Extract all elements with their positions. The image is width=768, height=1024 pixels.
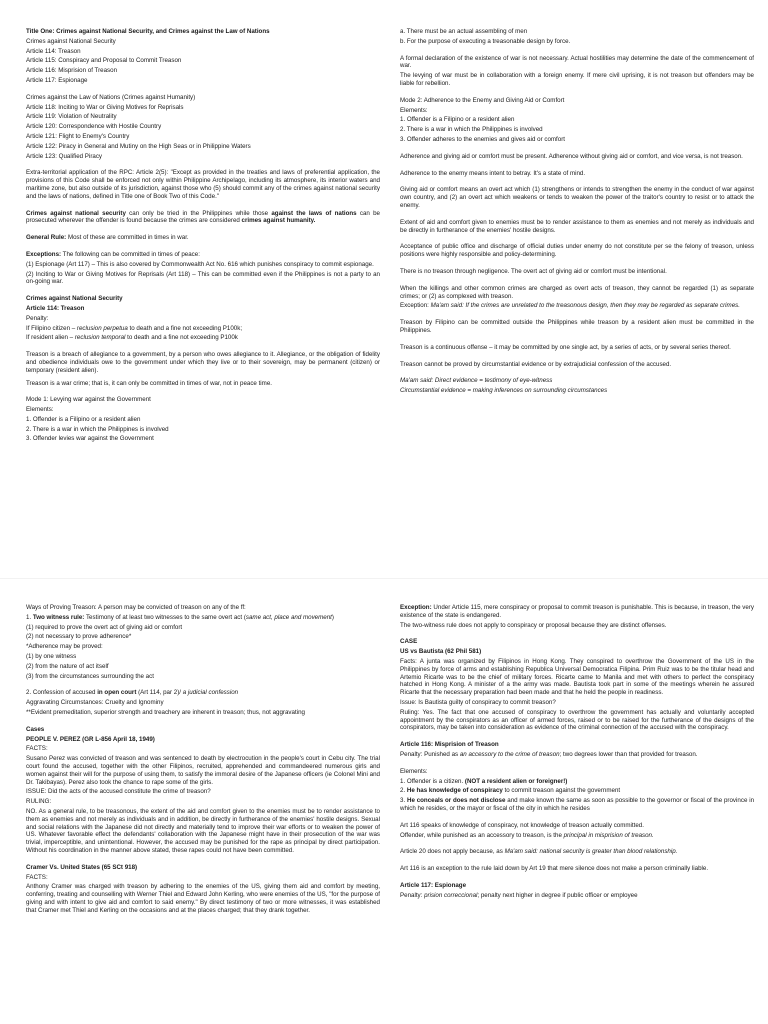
page-divider [0,578,768,579]
article-heading: Article 114: Treason [26,304,85,312]
case-title: Cramer Vs. United States (65 SCt 918) [26,863,138,871]
ln-item: Article 123: Qualified Piracy [26,152,103,160]
ns-item: Article 115: Conspiracy and Proposal to Commit Treason [26,57,182,65]
exception-item: (1) Espionage (Art 117) – This is also covered by Commonwealth Act No. 616 which punishes conspiracy to commit espionage. [26,260,374,268]
list-item: a. There must be an actual assembling of men [400,28,528,35]
penalty-item: If Filipino citizen – reclusion perpetua to death and a fine not exceeding P100k; [26,324,243,332]
list-item: (1) required to prove the overt act of giving aid or comfort [26,623,183,631]
rule-heading: 2. Confession of accused in open court (Art 114, par 2)/ a judicial confession [26,689,239,697]
facts-label: FACTS: [26,873,48,881]
penalty: Penalty: prision correccional; penalty next higher in degree if public officer or employee [400,891,638,899]
ln-heading: Crimes against the Law of Nations (Crimes against Humanity) [26,93,196,101]
ln-item: Article 122: Piracy in General and Mutiny on the High Seas or in Philippine Waters [26,142,251,150]
ns-heading: Crimes against National Security [26,37,116,45]
paragraph: Giving aid or comfort means an overt act which (1) strengthens or intends to strengthen the enemy in the conduct of war against own country, and (2) an overt act which weakens or tends to weaken the power of the traitor's country to resist or to attack the enemy. [400,186,754,209]
paragraph: **Evident premeditation, superior strength and treachery are inherent in treason; thus, not aggravating [26,708,305,716]
general-rule: General Rule: Most of these are committed in times in war. [26,234,189,242]
paragraph: Acceptance of public office and discharge of official duties under enemy do not constitute per se the felony of treason, unless positions were highly responsible and policy-determining. [400,243,754,259]
element-item: 1. Offender is a Filipino or a resident alien [26,415,141,423]
paragraph: There is no treason through negligence. The overt act of giving aid or comfort must be intentional. [400,267,667,275]
ns-item: Article 116: Misprision of Treason [26,67,118,75]
cases-heading: Cases [26,725,45,733]
mode-heading: Mode 1: Levying war against the Government [26,396,151,404]
paragraph: Exception: Under Article 115, mere conspiracy or proposal to commit treason is punishable. This is because, in treason, the very existence of the state is endangered. [400,604,754,619]
issue: Issue: Is Bautista guilty of conspiracy to commit treason? [400,698,556,706]
paragraph: The levying of war must be in collaboration with a foreign enemy. If mere civil uprising, it is not treason but offenders may be liable for rebellion. [400,72,754,87]
paragraph: Treason cannot be proved by circumstantial evidence or by extrajudicial confession of the accused. [400,360,672,368]
element-item: 1. Offender is a Filipino or a resident alien [400,116,515,124]
ln-item: Article 120: Correspondence with Hostile Country [26,123,162,131]
paragraph: Susano Perez was convicted of treason and was sentenced to death by electrocution in the people's court in Cebu city. The trial court found the accused, together with the other Filipinos, recruited, apprehended and commandeered numerous girls and women against their will for the purpose of using them, to satisfy the immoral desire of the Japanese officers (ie Colonel Mini and Dr. Takibayas). Perez also took the chance to rape some of the girls. [26,755,380,786]
ln-item: Article 121: Flight to Enemy's Country [26,132,130,140]
element-item: 2. There is a war in which the Philippines is involved [400,126,543,134]
paragraph: Ways of Proving Treason: A person may be convicted of treason on any of the ff: [26,604,246,611]
war-crime-paragraph: Treason is a war crime; that is, it can only be committed in times of war, not in peace time. [26,379,272,387]
element-item: 3. He conceals or does not disclose and make known the same as soon as possible to the governor or fiscal of the province in which he resides, or the mayor or fiscal of the city in which he resides [400,797,754,812]
article-heading: Article 117: Espionage [400,881,467,889]
ns-item: Article 117: Espionage [26,76,88,84]
case-label: CASE [400,638,418,646]
paragraph: Facts: A junta was organized by Filipinos in Hong Kong. They conspired to overthrow the Government of the US in the Philippines by force of arms and establishing Republica Universal Democratica Filipina. Prim Ruiz was to be the titular head and Artemio Ricarte was to be the chief of military forces. Ricarte came to Manila and met with others to perfect the conspiracy hatched in Hong Kong. A minister of a the army was made. Bautista took part in some of the meetings wherein he assured Ricarte that the necessary preparation had been made and that he held the people in readiness. [400,657,754,697]
element-item: 2. There is a war in which the Philippines is involved [26,425,169,433]
element-item: 2. He has knowledge of conspiracy to commit treason against the government [400,787,621,795]
top-left-column [26,28,380,548]
section-heading: Crimes against National Security [26,295,123,303]
penalty: Penalty: Punished as an accessory to the crime of treason; two degrees lower than that provided for treason. [400,750,698,758]
ns-item: Article 114: Treason [26,47,81,55]
exceptions-heading: Exceptions: The following can be committed in times of peace: [26,250,200,258]
article-heading: Article 116: Misprision of Treason [400,741,499,749]
ln-item: Article 118: Inciting to War or Giving Motives for Reprisals [26,103,184,111]
extraterritorial-paragraph: Extra-territorial application of the RPC: Article 2(5): "Except as provided in the treaties and laws of preferential application, the provisions of this Code shall be enforced not only within Philippine Archipelago, including its atmosphere, its interior waters and maritime zone, but also outside of its jurisdiction, against those who (5) should commit any of the crimes against national security and the laws of nations, defined in Title one of Book Two of this Code." [26,169,380,200]
paragraph: The two-witness rule does not apply to conspiracy or proposal because they are distinct offenses. [400,621,667,629]
paragraph: Art 116 speaks of knowledge of conspiracy, not knowledge of treason actually committed. [400,821,644,829]
document-title: Title One: Crimes against National Security, and Crimes against the Law of Nations [26,28,270,35]
top-right-column [400,28,754,548]
rule-heading: 1. Two witness rule: Testimony of at least two witnesses to the same overt act (same act, place and movement) [26,613,334,621]
ruling-label: RULING: [26,798,52,806]
bottom-left-column [26,604,380,1024]
paragraph: Extent of aid and comfort given to enemies must be to render assistance to them as enemies and not merely as individuals and be directly in furtherance of the enemies' hostile designs. [400,218,754,234]
exception-item: (2) Inciting to War or Giving Motives for Reprisals (Art 118) – This can be committed even if the Philippines is not a party to an on-going war. [26,270,380,286]
penalty-label: Penalty: [26,314,49,322]
paragraph: Aggravating Circumstances: Cruelty and Ignominy [26,699,164,707]
note: Circumstantial evidence = making inferences on surrounding circumstances [400,387,608,395]
list-item: (3) from the circumstances surrounding the act [26,672,154,680]
bottom-right-column [400,604,754,1024]
penalty-item: If resident alien – reclusion temporal to death and a fine not exceeding P100k [26,334,238,342]
list-item: (2) not necessary to prove adherence* [26,633,132,641]
ln-item: Article 119: Violation of Neutrality [26,113,117,121]
facts-label: FACTS: [26,745,48,753]
element-item: 3. Offender levies war against the Government [26,435,154,443]
case-title: US vs Bautista (62 Phil 581) [400,648,482,656]
mode-heading: Mode 2: Adherence to the Enemy and Giving Aid or Comfort [400,96,565,104]
paragraph: Exception: Ma'am said: If the crimes are unrelated to the treasonous design, then they may be regarded as separate crimes. [400,302,740,310]
list-item: b. For the purpose of executing a treasonable design by force. [400,37,571,45]
element-item: 1. Offender is a citizen. (NOT a resident alien or foreigner!) [400,777,568,785]
element-item: 3. Offender adheres to the enemies and gives aid or comfort [400,135,565,143]
issue: ISSUE: Did the acts of the accused constitute the crime of treason? [26,788,211,796]
paragraph: Treason is a continuous offense – it may be committed by one single act, by a series of acts, or by several series thereof. [400,343,731,351]
paragraph: A formal declaration of the existence of war is not necessary. Actual hostilities may determine the date of the commencement of war. [400,54,754,70]
list-item: (1) by one witness [26,652,77,660]
elements-label: Elements: [26,406,54,414]
paragraph: Art 116 is an exception to the rule laid down by Art 19 that mere silence does not make a person criminally liable. [400,865,709,873]
paragraph: When the killings and other common crimes are charged as overt acts of treason, they cannot be regarded (1) as separate crimes; or (2) as complexed with treason. [400,284,754,300]
paragraph: Offender, while punished as an accessory to treason, is the principal in misprision of treason. [400,831,654,839]
list-item: *Adherence may be proved: [26,643,103,651]
note: Ma'am said: Direct evidence = testimony of eye-witness [400,377,553,385]
paragraph: Adherence to the enemy means intent to betray. It's a state of mind. [400,169,586,177]
elements-label: Elements: [400,106,428,114]
paragraph: Treason by Filipino can be committed outside the Philippines while treason by a resident alien must be committed in the Philippines. [400,319,754,334]
list-item: (2) from the nature of act itself [26,662,109,670]
paragraph: Ruling: Yes. The fact that one accused of conspiracy to overthrow the government has actually and voluntarily accepted appointment by the conspirators as an officer of armed forces, raised or to be raised for the furtherance of the designs of the conspirators, may be taken into consideration as evidence of the criminal connection of the accused with the conspiracy. [400,708,754,732]
paragraph: Article 20 does not apply because, as Ma'am said: national security is greater than blood relationship. [400,848,678,856]
ns-trial-paragraph: Crimes against national security can only be tried in the Philippines while those against the laws of nations can be prosecuted wherever the offender is found because the crimes are considered crimes against humanity. [26,209,380,225]
elements-label: Elements: [400,767,428,775]
paragraph: Adherence and giving aid or comfort must be present. Adherence without giving aid or comfort, and vice versa, is not treason. [400,152,743,160]
treason-definition: Treason is a breach of allegiance to a government, by a person who owes allegiance to it. Allegiance, or the obligation of fidelity and obedience individuals owe to the government under which they live or to their sovereign, may be permanent (citizen) or temporary (resident alien). [26,351,380,374]
paragraph: Anthony Cramer was charged with treason by adhering to the enemies of the US, giving them aid and comfort by meeting, conferring, treating and counselling with Werner Thiel and Edward John Kerling, who were enemies of the US, "for the purpose of giving and with intent to give aid and comfort to said enemy." By direct testimony of two or more witnesses, it was established that Cramer met Thiel and Kerling on the occasions and at the places charged; that they drank together. [26,883,380,914]
case-title: PEOPLE V. PEREZ (GR L-856 April 18, 1949) [26,735,155,743]
paragraph: NO. As a general rule, to be treasonous, the extent of the aid and comfort given to the enemies must be to render assistance to them as enemies and not merely as individuals and in addition, be directly in furtherance of the enemies' hostile designs. Sexual and social relations with the Japanese did not directly and materially tend to improve their war efforts or to weaken the power of US. Whatever favorable effect the defendants' collaboration with the Japanese might have in their prosecution of the war was trivial, imperceptible, and unintentional. However, the accused may be punished for the rape as principal by direct participation. Without his coordination in the manner above stated, these rapes could not have been committed. [26,807,380,854]
